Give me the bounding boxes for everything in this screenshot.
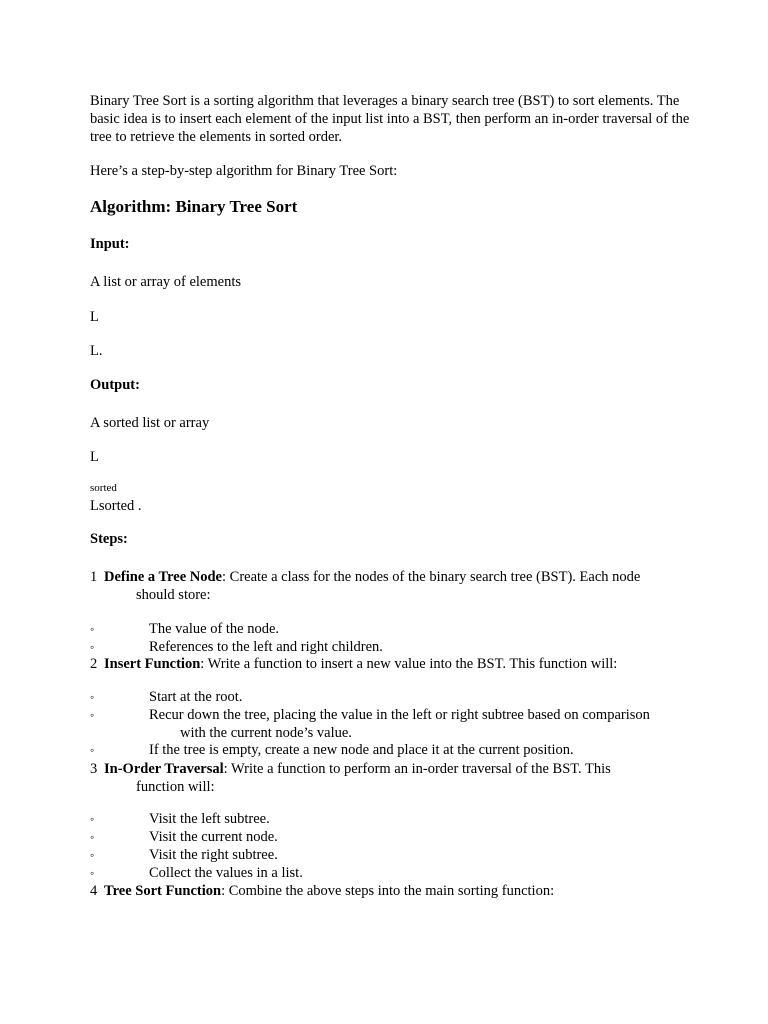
list-item: Start at the root.: [149, 689, 243, 705]
step-number: 4: [90, 883, 98, 899]
step-text: : Create a class for the nodes of the binary search tree (BST). Each node: [222, 569, 641, 585]
algorithm-heading: Algorithm: Binary Tree Sort: [90, 197, 298, 216]
bullet-icon: ◦: [90, 848, 95, 862]
output-subscript: sorted: [90, 482, 117, 494]
bullet-icon: ◦: [90, 708, 95, 722]
list-item: Visit the right subtree.: [149, 847, 278, 863]
list-item: If the tree is empty, create a new node and place it at the current position.: [149, 742, 574, 758]
input-label: Input:: [90, 236, 130, 252]
step-title: In-Order Traversal: [104, 761, 224, 777]
step-text: : Combine the above steps into the main sorting function:: [221, 883, 555, 899]
step-text: : Write a function to perform an in-order traversal of the BST. This: [223, 761, 611, 777]
input-text: A list or array of elements: [90, 274, 241, 290]
step-title: Define a Tree Node: [104, 569, 222, 585]
step-3-line: [104, 760, 611, 778]
bullet-icon: ◦: [90, 690, 95, 704]
bullet-icon: ◦: [90, 830, 95, 844]
intro-paragraph: Binary Tree Sort is a sorting algorithm that leverages a binary search tree (BST) to sort elements. The basic idea is to insert each element of the input list into a BST, then perform an in-order traversal of the tree to retrieve the elements in sorted order.: [90, 93, 690, 145]
step-title: Insert Function: [104, 656, 201, 672]
input-symbol: L: [90, 309, 99, 325]
list-item: Recur down the tree, placing the value in the left or right subtree based on comparison: [149, 707, 650, 723]
step-1-line: [104, 568, 640, 586]
input-symbol-dot: L.: [90, 343, 103, 359]
step-2-line: [104, 655, 617, 673]
list-item: References to the left and right children.: [149, 639, 383, 655]
step-continuation: should store:: [136, 587, 211, 603]
list-item: Visit the current node.: [149, 829, 278, 845]
list-item: The value of the node.: [149, 621, 280, 637]
steps-label: Steps:: [90, 531, 128, 547]
step-text: : Write a function to insert a new value into the BST. This function will:: [200, 656, 618, 672]
output-symbol: L: [90, 449, 99, 465]
step-number: 3: [90, 761, 98, 777]
list-item: Visit the left subtree.: [149, 811, 270, 827]
step-4-line: [104, 882, 554, 900]
list-item: Collect the values in a list.: [149, 865, 303, 881]
list-item-continuation: with the current node’s value.: [180, 725, 352, 741]
step-title: Tree Sort Function: [104, 883, 222, 899]
bullet-icon: ◦: [90, 640, 95, 654]
bullet-icon: ◦: [90, 866, 95, 880]
bullet-icon: ◦: [90, 743, 95, 757]
lead-text: Here’s a step-by-step algorithm for Binary Tree Sort:: [90, 163, 398, 179]
step-number: 1: [90, 569, 98, 585]
output-label: Output:: [90, 377, 140, 393]
output-text: A sorted list or array: [90, 415, 210, 431]
step-continuation: function will:: [136, 779, 215, 795]
step-number: 2: [90, 656, 98, 672]
output-symbol-sorted: Lsorted .: [90, 498, 142, 514]
bullet-icon: ◦: [90, 812, 95, 826]
bullet-icon: ◦: [90, 622, 95, 636]
